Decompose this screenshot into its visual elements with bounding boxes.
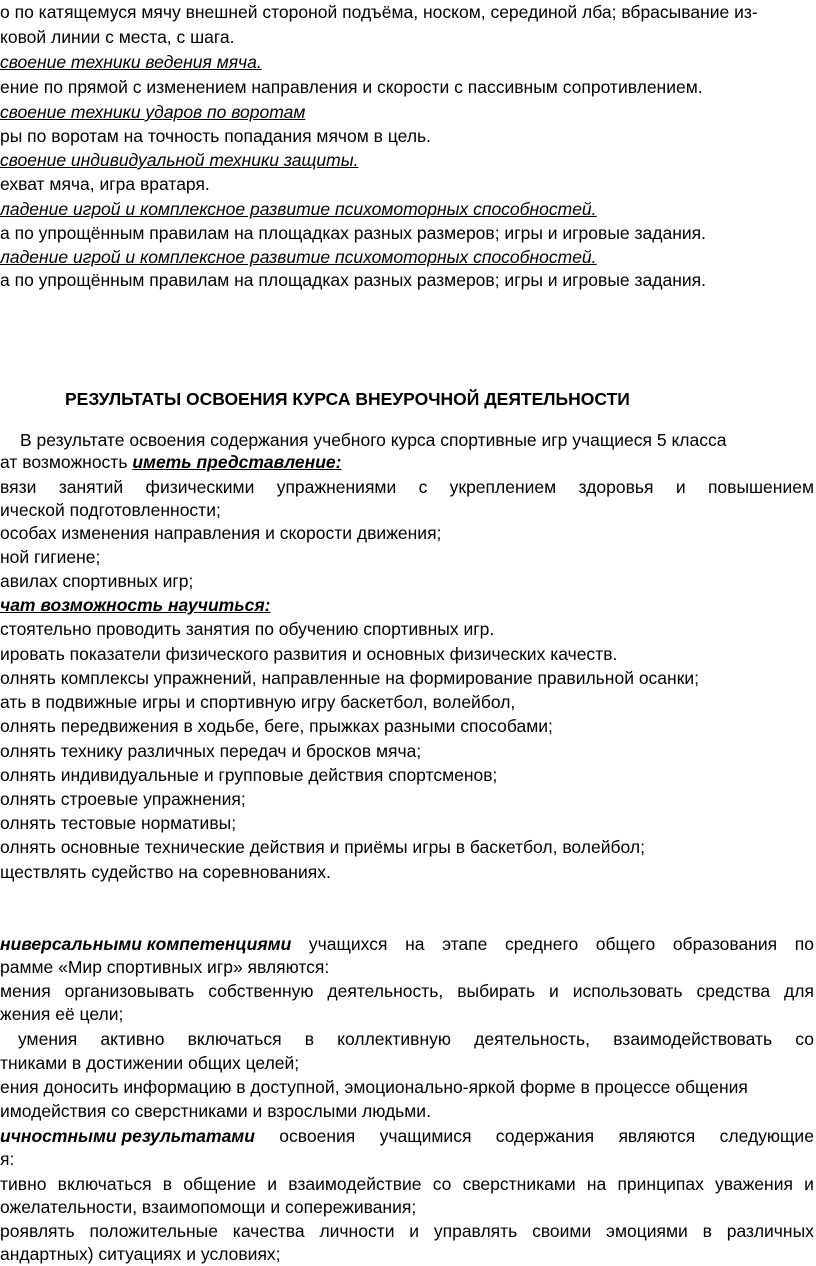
word: управлять: [433, 1221, 518, 1241]
text-line: ковой линии с места, с шага.: [0, 27, 235, 47]
text-line: тниками в достижении общих целей;: [0, 1053, 300, 1073]
text-line: рамме «Мир спортивных игр» являются:: [0, 957, 330, 977]
word: качества: [232, 1221, 305, 1241]
word: этапе: [442, 934, 488, 954]
word: вязи: [0, 477, 37, 497]
word: в: [162, 1174, 173, 1194]
word: упражнениями: [276, 477, 397, 497]
word: личности: [319, 1221, 395, 1241]
word: деятельность,: [474, 1029, 591, 1049]
word: со: [432, 1174, 452, 1194]
word: включаться: [187, 1029, 282, 1049]
word: ниверсальными компетенциями: [0, 934, 292, 954]
word: занятий: [58, 477, 124, 497]
emphasis-heading: чат возможность научиться:: [0, 595, 271, 615]
word: взаимодействие: [288, 1174, 422, 1194]
word: общение: [183, 1174, 257, 1194]
text-line: ехват мяча, игра вратаря.: [0, 174, 210, 194]
word: различных: [726, 1221, 814, 1241]
word: включаться: [57, 1174, 152, 1194]
word: в: [702, 1221, 712, 1241]
word: среднего: [505, 934, 579, 954]
word: средства: [696, 981, 771, 1001]
word: и: [675, 477, 686, 497]
text-line: ры по воротам на точность попадания мячом в цель.: [0, 126, 432, 146]
text-line: я:: [0, 1149, 15, 1169]
word: умения: [18, 1029, 78, 1049]
list-item: ать в подвижные игры и спортивную игру баскетбол, волейбол,: [0, 692, 516, 712]
word: собственную: [208, 981, 314, 1001]
word: для: [784, 981, 814, 1001]
word: освоения: [279, 1126, 356, 1146]
word: и: [409, 1221, 420, 1241]
list-item: олнять индивидуальные и групповые действия спортсменов;: [0, 765, 498, 785]
word: образования: [672, 934, 778, 954]
emphasis-heading: иметь представление:: [132, 452, 342, 472]
word: ичностными результатами: [0, 1126, 255, 1146]
text-line: о по катящемуся мячу внешней стороной подъёма, носком, серединой лба; вбрасывание из-: [0, 2, 758, 22]
word: содержания: [495, 1126, 595, 1146]
word: являются: [618, 1126, 696, 1146]
word: тивно: [0, 1174, 47, 1194]
word: сверстниками: [462, 1174, 576, 1194]
word: мения: [0, 981, 51, 1001]
word: с: [418, 477, 428, 497]
word: в: [304, 1029, 315, 1049]
justified-line: [0, 475, 816, 499]
list-item: олнять основные технические действия и приёмы игры в баскетбол, волейбол;: [0, 837, 645, 857]
section-heading: своение техники ведения мяча.: [0, 52, 262, 72]
justified-line: [0, 1219, 816, 1243]
page-title: РЕЗУЛЬТАТЫ ОСВОЕНИЯ КУРСА ВНЕУРОЧНОЙ ДЕЯТЕЛЬНОСТИ: [65, 389, 630, 409]
justified-line: [0, 1172, 816, 1196]
text-line: ической подготовленности;: [0, 500, 221, 520]
word: деятельность,: [327, 981, 444, 1001]
text-line: ожелательности, взаимопомощи и сопереживания;: [0, 1197, 417, 1217]
justified-line: [0, 979, 816, 1003]
word: активно: [100, 1029, 165, 1049]
justified-line: [0, 1124, 816, 1148]
list-item: олнять передвижения в ходьбе, беге, прыжках разными способами;: [0, 716, 553, 736]
text-line: ной гигиене;: [0, 547, 101, 567]
word: со: [795, 1029, 814, 1049]
word: положительные: [89, 1221, 218, 1241]
list-item: стоятельно проводить занятия по обучению спортивных игр.: [0, 619, 495, 639]
word: взаимодействовать: [613, 1029, 773, 1049]
word: коллективную: [337, 1029, 452, 1049]
word: следующие: [719, 1126, 814, 1146]
list-item: олнять тестовые нормативы;: [0, 813, 237, 833]
word: и: [549, 981, 559, 1001]
list-item: ществлять судейство на соревнованиях.: [0, 862, 331, 882]
word: выбирать: [457, 981, 536, 1001]
text-line: а по упрощённым правилам на площадках разных размеров; игры и игровые задания.: [0, 270, 706, 290]
word: повышением: [707, 477, 814, 497]
word: и: [267, 1174, 278, 1194]
text-line: жения её цели;: [0, 1004, 124, 1024]
word: эмоциями: [606, 1221, 688, 1241]
section-heading: своение техники ударов по воротам: [0, 102, 306, 122]
word: общего: [595, 934, 656, 954]
word: роявлять: [0, 1221, 75, 1241]
justified-line: [0, 932, 816, 956]
section-heading: ладение игрой и комплексное развитие психомоторных способностей.: [0, 247, 597, 267]
word: физическими: [145, 477, 255, 497]
intro-text: ат возможность: [0, 452, 133, 472]
word: уважения: [715, 1174, 793, 1194]
text-line: авилах спортивных игр;: [0, 571, 194, 591]
list-item: олнять комплексы упражнений, направленные на формирование правильной осанки;: [0, 668, 700, 688]
section-heading: ладение игрой и комплексное развитие психомоторных способностей.: [0, 199, 597, 219]
word: учащихся: [308, 934, 388, 954]
text-line: ения доносить информацию в доступной, эмоционально-яркой форме в процессе общения: [0, 1077, 748, 1097]
text-line: особах изменения направления и скорости движения;: [0, 523, 442, 543]
word: использовать: [572, 981, 683, 1001]
word: здоровья: [578, 477, 654, 497]
section-heading: своение индивидуальной техники защиты.: [0, 150, 359, 170]
word: своими: [532, 1221, 592, 1241]
word: на: [405, 934, 425, 954]
text-line: андартных) ситуациях и условиях;: [0, 1244, 281, 1264]
word: по: [794, 934, 814, 954]
text-line: ение по прямой с изменением направления и скорости с пассивным сопротивлением.: [0, 77, 703, 97]
word: организовывать: [64, 981, 195, 1001]
list-item: олнять строевые упражнения;: [0, 789, 246, 809]
list-item: олнять технику различных передач и бросков мяча;: [0, 741, 422, 761]
word: и: [804, 1174, 814, 1194]
text-line: [0, 450, 816, 474]
text-line: имодействия со сверстниками и взрослыми людьми.: [0, 1101, 431, 1121]
word: на: [586, 1174, 607, 1194]
word: принципах: [617, 1174, 704, 1194]
justified-line: [0, 1027, 816, 1051]
word: укреплением: [449, 477, 557, 497]
list-item: ировать показатели физического развития и основных физических качеств.: [0, 644, 618, 664]
text-line: В результате освоения содержания учебного курса спортивные игр учащиеся 5 класса: [20, 430, 727, 450]
word: учащимися: [379, 1126, 472, 1146]
text-line: а по упрощённым правилам на площадках разных размеров; игры и игровые задания.: [0, 223, 706, 243]
